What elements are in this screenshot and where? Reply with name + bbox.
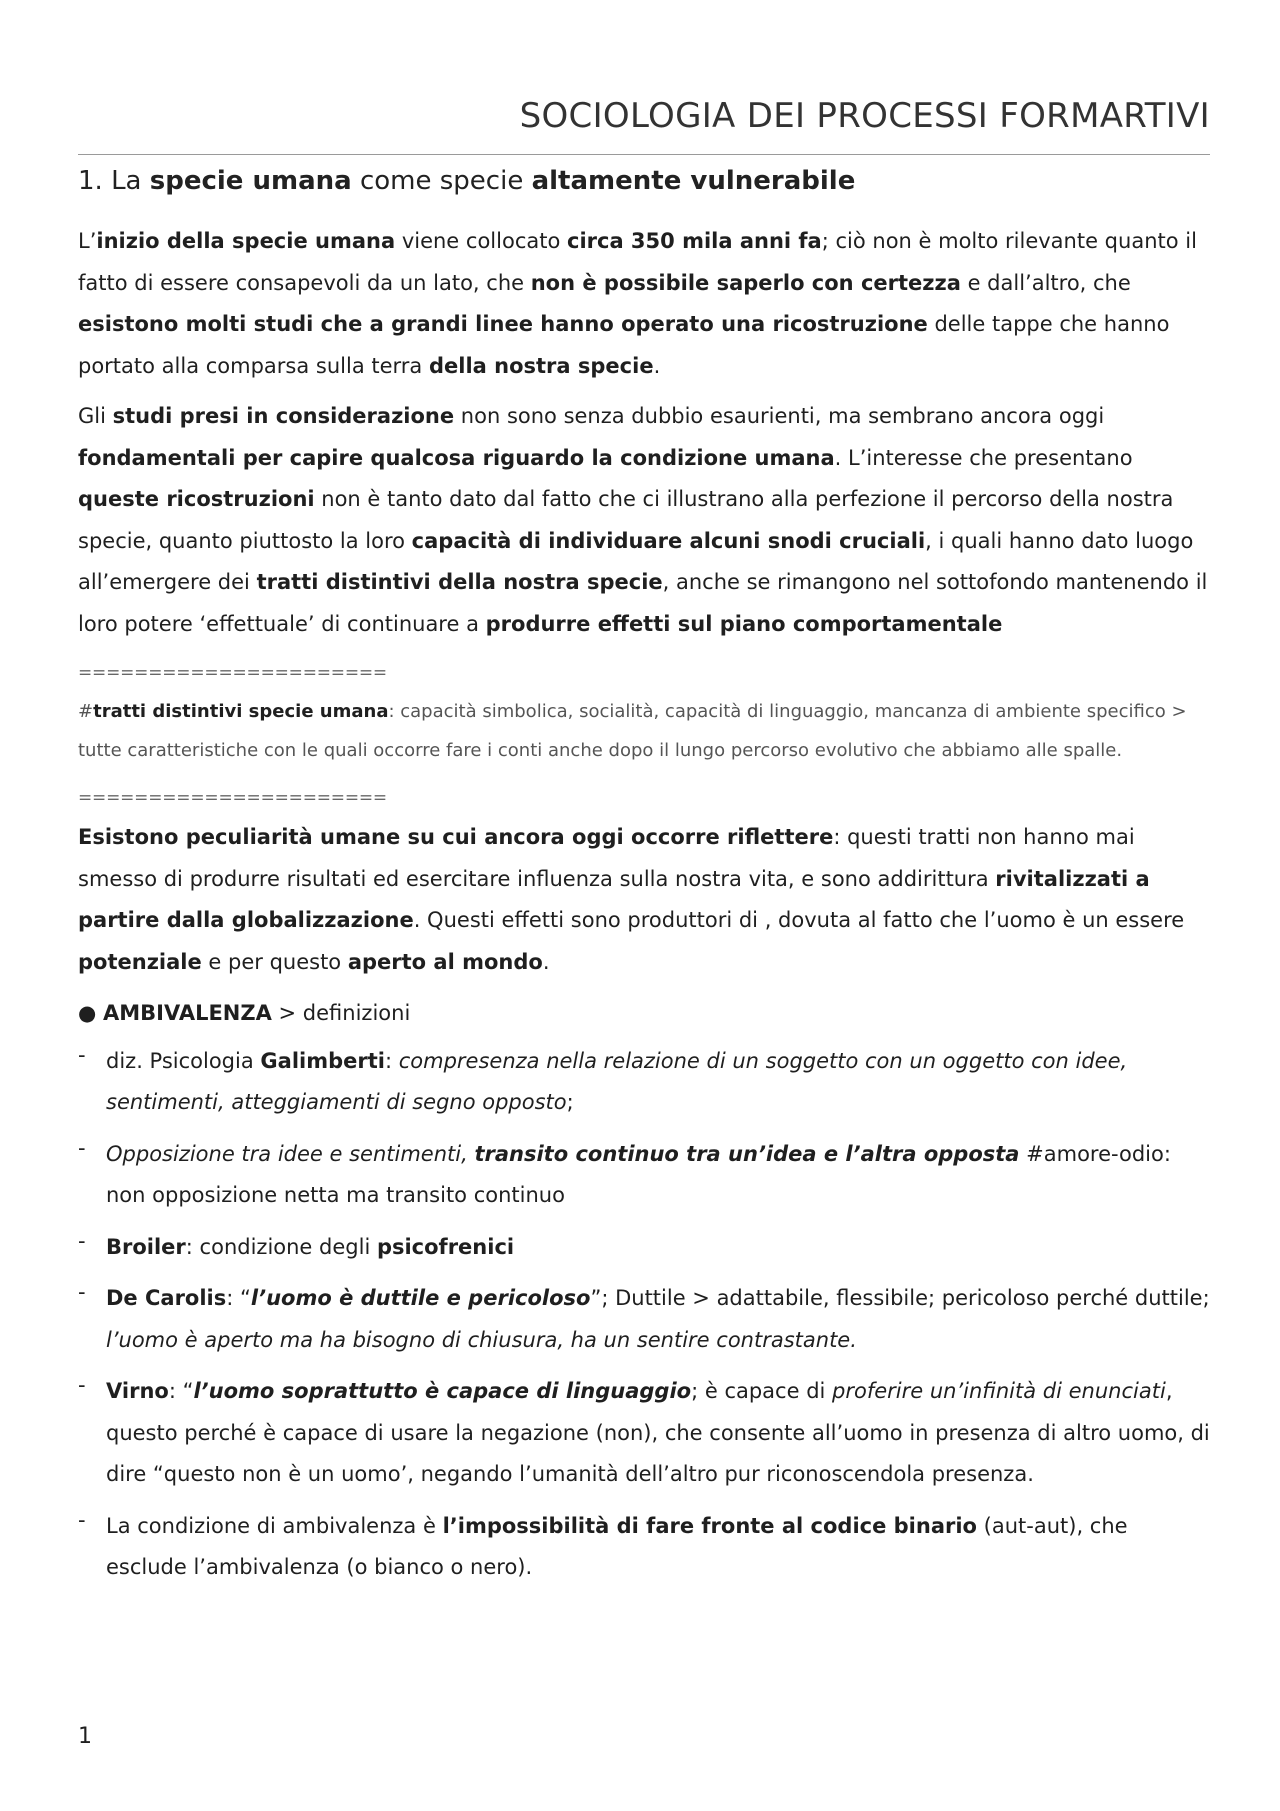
bullet-ambivalenza: ● AMBIVALENZA > definizioni	[78, 1001, 411, 1025]
dash-icon: -	[78, 1042, 86, 1067]
list-item: - La condizione di ambivalenza è l’impossibilità di fare fronte al codice binario (aut-aut), che esclude l’ambivalenza (o bianco o nero).	[78, 1506, 1210, 1589]
hashtag-note: #tratti distintivi specie umana: capacità simbolica, socialità, capacità di linguaggio, mancanza di ambiente specifico > tutte caratteristiche con le quali occorre fare i conti anche dopo il lungo percorso evolutivo che abbiamo alle spalle.	[78, 701, 1187, 761]
dash-icon: -	[78, 1228, 86, 1253]
list-item: - Virno: “l’uomo soprattutto è capace di linguaggio; è capace di proferire un’infinità di enunciati, questo perché è capace di usare la negazione (non), che consente all’uomo in presenza di altro uomo, di dire “questo non è un uomo’, negando l’umanità dell’altro pur riconoscendola presenza.	[78, 1371, 1210, 1496]
paragraph-3: Esistono peculiarità umane su cui ancora oggi occorre riflettere: questi tratti non hanno mai smesso di produrre risultati ed esercitare influenza sulla nostra vita, e sono addirittura rivitalizzati a partire dalla globalizzazione. Questi effetti sono produttori di , dovuta al fatto che l’uomo è un essere potenziale e per questo aperto al mondo.	[78, 825, 1185, 974]
dash-icon: -	[78, 1507, 86, 1532]
document-body	[78, 221, 1210, 1599]
separator-line: ======================	[78, 788, 387, 808]
separator-line: ======================	[78, 663, 387, 683]
document-page	[78, 0, 1210, 1811]
definitions-list	[78, 1041, 1210, 1589]
paragraph-1: L’inizio della specie umana viene collocato circa 350 mila anni fa; ciò non è molto rilevante quanto il fatto di essere consapevoli da un lato, che non è possibile saperlo con certezza e dall’altro, che esistono molti studi che a grandi linee hanno operato una ricostruzione delle tappe che hanno portato alla comparsa sulla terra della nostra specie.	[78, 229, 1197, 378]
dash-icon: -	[78, 1135, 86, 1160]
dash-icon: -	[78, 1373, 86, 1397]
list-item: - Opposizione tra idee e sentimenti, transito continuo tra un’idea e l’altra opposta #amore-odio: non opposizione netta ma transito continuo	[78, 1134, 1210, 1217]
title-divider	[78, 154, 1210, 155]
paragraph-2: Gli studi presi in considerazione non sono senza dubbio esaurienti, ma sembrano ancora oggi fondamentali per capire qualcosa riguardo la condizione umana. L’interesse che presentano queste ricostruzioni non è tanto dato dal fatto che ci illustrano alla perfezione il percorso della nostra specie, quanto piuttosto la loro capacità di individuare alcuni snodi cruciali, i quali hanno dato luogo all’emergere dei tratti distintivi della nostra specie, anche se rimangono nel sottofondo mantenendo il loro potere ‘effettuale’ di continuare a produrre effetti sul piano comportamentale	[78, 404, 1208, 636]
bullet-dot-icon: ●	[78, 1001, 97, 1025]
list-item: - Broiler: condizione degli psicofrenici	[78, 1227, 1210, 1269]
list-item: - De Carolis: “l’uomo è duttile e pericoloso”; Duttile > adattabile, flessibile; pericoloso perché duttile; l’uomo è aperto ma ha bisogno di chiusura, ha un sentire contrastante.	[78, 1278, 1210, 1361]
dash-icon: -	[78, 1280, 86, 1304]
section-heading: 1. La specie umana come specie altamente vulnerabile	[78, 166, 856, 196]
list-item: - diz. Psicologia Galimberti: compresenza nella relazione di un soggetto con un oggetto con idee, sentimenti, atteggiamenti di segno opposto;	[78, 1041, 1210, 1124]
document-title: SOCIOLOGIA DEI PROCESSI FORMARTIVI	[519, 96, 1210, 136]
page-number: 1	[78, 1724, 92, 1749]
